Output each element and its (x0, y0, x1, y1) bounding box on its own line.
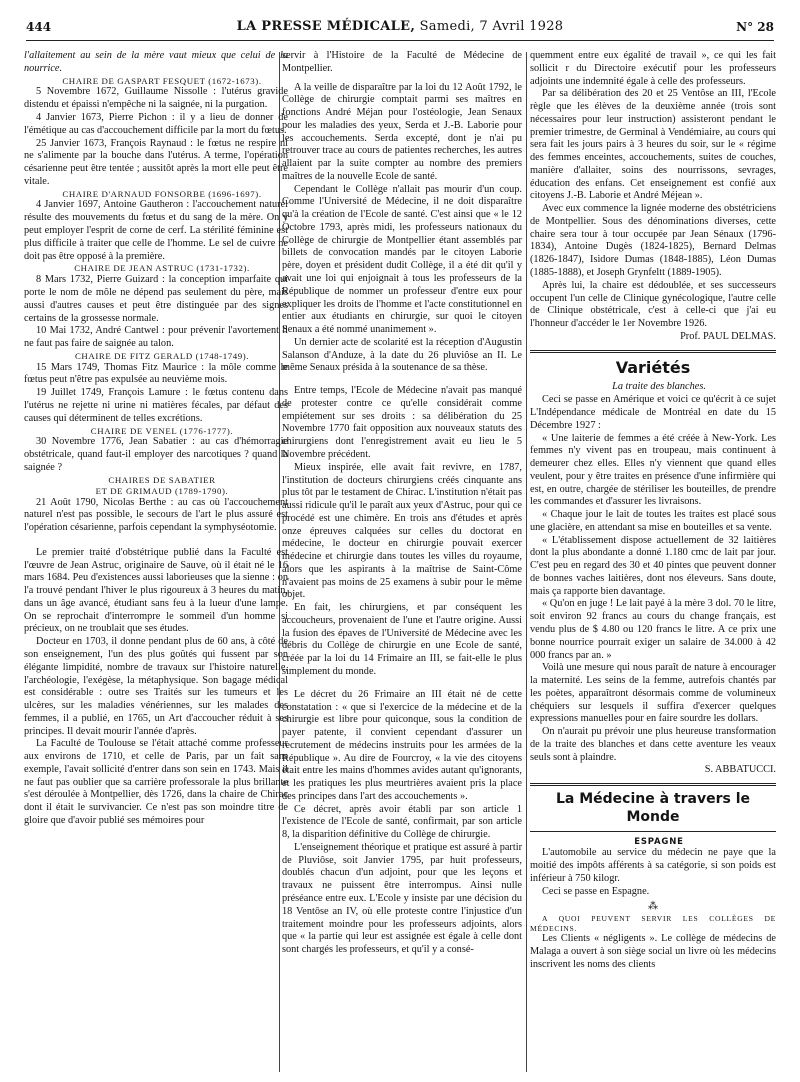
chair-heading: CHAIRE DE GASPART FESQUET (1672-1673). (62, 75, 262, 86)
chair-heading: CHAIRE D'ARNAUD FONSORBE (1696-1697). (62, 188, 262, 199)
paragraph: 8 Mars 1732, Pierre Guizard : la conception imparfaite qui porte le nom de môle ne dépend pas seulement du père, mais aussi d'autres causes et peut être distinguée par des signes certains de la grossesse normale. (24, 274, 288, 324)
paragraph: A la veille de disparaître par la loi du 12 Août 1792, le Collège de chirurgie comptait parmi ses maîtres en fonctions André Méjan pour l'ostéologie, Jean Senaux pour les maladies des yeux, Serda et J.-B. Laborie pour les accouchements. Serda excepté, dont je n'ai pu retrouver trace au cours de patientes recherches, les autres allaient par la suite compter au nombre des premiers maîtres de la nouvelle Ecole de santé. (282, 81, 522, 182)
issue-number: N° 28 (736, 20, 774, 34)
author-signature: Prof. PAUL DELMAS. (680, 330, 776, 342)
paragraph: L'enseignement théorique et pratique est assuré à partir de Pluviôse, soit Janvier 1795, par huit professeurs, doublés chacun d'un adjoint, pour que les leçons et travaux ne puissent être interrompus. Ainsi nulle préséance entre eux. L'Ecole y insiste par une décision du 18 Ventôse an IV, où elle proteste contre l'injustice d'un traitement moindre pour les professeurs adjoints, alors que « la partie qui leur est assignée est égale à celle dont sont chargés les professeurs, et qu'il y a consé- (282, 841, 522, 956)
paragraph: servir à l'Histoire de la Faculté de Médecine de Montpellier. (282, 50, 522, 74)
paragraph: Voilà une mesure qui nous paraît de nature à encourager la maternité. Les seins de la femme, autrefois chantés par les poètes, apparaîtront désormais comme de volumineux chéquiers sur lesquels il suffira d'exercer quelques expressions manuelles pour en faire sourdre les dollars. (530, 662, 776, 725)
paragraph: Ce décret, après avoir établi par son article 1 l'existence de l'Ecole de santé, confirmait, par son article 8, la disparition définitive du Collège de chirurgie. (282, 803, 522, 841)
paragraph: Avec eux commence la lignée moderne des obstétriciens de Montpellier. Sous des dénominations diverses, cette chaire sera tour à tour occupée par Jean Sénaux (1796-1834), Antoine Dugès (1824-1825), Bernard Delmas (1826-1847), Isidore Dumas (1848-1885), Léon Dumas (1885-1888), et Joseph Grynfeltt (1889-1905). (530, 203, 776, 279)
column-divider (526, 52, 527, 1072)
author-signature: S. ABBATUCCI. (704, 764, 776, 776)
running-header (26, 18, 774, 41)
paragraph: l'allaitement au sein de la mère vaut mieux que celui de la nourrice. (24, 50, 288, 74)
paragraph: Les Clients « négligents ». Le collège de médecins de Malaga a ouvert à son siège social un livre où les médecins inscrivent les noms des clients (530, 933, 776, 970)
paragraph: Par sa délibération des 20 et 25 Ventôse an III, l'Ecole règle que les élèves de la deuxième année (trois sont nécessaires pour leur instruction) assisteront pendant le premier trimestre, de Germinal à Vendémiaire, au cours qui sera fait les jours pairs à 3 heures du soir, sur le « régime des femmes enceintes, accouchements, suites de couches, manière d'allaiter, soins des nourrissons, sevrages, éducation des enfans. Cet enseignement est confié aux citoyens J.-B. Laborie et André Méjean ». (530, 88, 776, 202)
varietes-subheading: La traite des blanches. (612, 381, 706, 393)
paragraph: L'automobile au service du médecin ne paye que la moitié des impôts afférents à sa catégorie, si son poids est inférieur à 750 kilogr. (530, 847, 776, 884)
journal-name: LA PRESSE MÉDICALE, (236, 19, 416, 34)
paragraph: 10 Mai 1732, André Cantwel : pour prévenir l'avortement il ne faut pas faire de saignée au talon. (24, 325, 288, 350)
chair-heading: CHAIRE DE VENEL (1776-1777). (90, 425, 234, 436)
paragraph: « Une laiterie de femmes a été créée à New-York. Les femmes n'y vivent pas en troupeau, mais continuent à demeurer chez elles. Elles n'y viennent que quand elles veulent, pour y être traites en présence d'une infirmière qui est, en outre, chargée de stériliser les bouteilles, de prendre les commandes et d'assurer les livraisons. (530, 432, 776, 508)
paragraph: Cependant le Collège n'allait pas mourir d'un coup. Comme l'Université de Médecine, il ne doit disparaître qu'à la création de l'Ecole de santé. C'est ainsi que « le 12 Octobre 1793, après midi, les professeurs nationaux du Collège de chirurgie de Montpellier étant assemblés par billets de convocation mandés par le citoyen Laborie père, doyen et président dudit Collège, il a été dit qu'il y avait une loi qui enjoignait à tous les professeurs de la République de nommer un professeur d'entre eux pour expliquer les droits de l'homme et l'acte constitutionnel en entier aux étudiants en chirurgie, sur quoi le citoyen Senaux a été nommé unanimement ». (282, 183, 522, 336)
chair-heading: CHAIRES DE SABATIER (108, 474, 216, 485)
chair-heading: ET DE GRIMAUD (1789-1790). (95, 485, 229, 496)
monde-heading: La Médecine à travers le Monde (555, 791, 750, 825)
paragraph: 15 Mars 1749, Thomas Fitz Maurice : la môle comme le fœtus peut n'être pas expulsée au neuvième mois. (24, 361, 288, 386)
paragraph: 30 Novembre 1776, Jean Sabatier : au cas d'hémorragie obstétricale, quand faut-il employer des narcotiques ? quand la saignée ? (24, 436, 288, 473)
paragraph: On n'aurait pu prévoir une plus heureuse transformation de la traite des blanches et dans cette aventure les veaux seuls sont à plaindre. (530, 726, 776, 763)
country-heading: ESPAGNE (634, 836, 684, 847)
paragraph: Ceci se passe en Amérique et voici ce qu'écrit à ce sujet L'Indépendance médicale de Montréal en date du 15 Décembre 1927 : (530, 394, 776, 431)
paragraph: Le premier traité d'obstétrique publié dans la Faculté est l'œuvre de Jean Astruc, originaire de Sauve, où il était né le 16 mars 1684. Peu d'existences aussi laborieuses que la sienne : on l'a trouvé pendant l'hiver le plus rigoureux à 3 heures du matin, dans un âge avancé, étudiant sans feu à la lueur d'une lampe. On se reprochait d'interrompre le sommeil d'un homme si précieux, on ne troublait que ses études. (24, 546, 288, 635)
section-rule (530, 831, 776, 832)
page-number: 444 (26, 20, 52, 34)
paragraph: Le décret du 26 Frimaire an III était né de cette constatation : « que si l'exercice de la médecine et de la chirurgie est libre pour quiconque, sous la condition de payer patente, il convient cependant d'assurer un recrutement de médecins instruits pour les armées de la République ». Au dire de Fourcroy, « la vie des citoyens était entre les mains d'hommes avides autant qu'ignorants, et les pratiques les plus meurtrières avaient pris la place des principes dans l'art des accouchements ». (282, 688, 522, 802)
paragraph: « L'établissement dispose actuellement de 32 laitières dont la plus abondante a donné 1.180 cmc de lait par jour. C'est peu en regard des 30 et 40 pintes que peuvent donner de bonnes vaches laitières, dont nos éleveurs. Sans doute, mais ça rapporte bien davantage. (530, 534, 776, 597)
paragraph: 4 Janvier 1697, Antoine Gautheron : l'accouchement naturel résulte des mouvements du fœtus et du sang de la mère. On y peut employer l'esprit de corne de cerf. La stérilité féminine est plus difficile à traiter que celle de l'homme. Le sel de cuivre ne doit pas être opposé à la première. (24, 199, 288, 262)
paragraph: Mieux inspirée, elle avait fait revivre, en 1787, l'institution de docteurs chirurgiens créés cinquante ans plus tôt par le testament de Chirac. L'institution n'était pas aussi ridicule qu'il le paraît aux yeux d'Astruc, pour qui ce procédé est une chimère. En trois ans d'études et après onze épreuves calquées sur celles du doctorat en médecine, le docteur en chirurgie pouvait exercer médecine et chirurgie dans toutes les villes du royaume, alors que les aspirants à la maîtrise de Saint-Côme n'avaient pas moins de 25 examens à subir pour le même objet. (282, 461, 522, 601)
section-rule (530, 783, 776, 786)
paragraph: Entre temps, l'Ecole de Médecine n'avait pas manqué de protester contre ce qu'elle considérait comme empiétement sur ses droits : sa délibération du 25 Novembre 1770 fait opposition aux nouveaux statuts des chirurgiens dont l'enregistrement avait eu lieu le 5 Novembre précédent. (282, 385, 522, 460)
paragraph: Un dernier acte de scolarité est la réception d'Augustin Salanson d'Anduze, à la date du 26 pluviôse an II. Le même Senaux présida à la soutenance de sa thèse. (282, 336, 522, 374)
paragraph: En fait, les chirurgiens, et par conséquent les accoucheurs, provenaient de l'une et l'autre origine. Aussi la fusion des épaves de l'Université de Médecine avec les débris du Collège de chirurgie en une Ecole de santé, créée par la loi du 14 Frimaire an III, se fait-elle le plus simplement du monde. (282, 602, 522, 677)
chair-heading: CHAIRE DE FITZ GERALD (1748-1749). (74, 350, 250, 361)
section-rule (530, 350, 776, 353)
chair-heading: CHAIRE DE JEAN ASTRUC (1731-1732). (74, 263, 250, 274)
paragraph: 4 Janvier 1673, Pierre Pichon : il y a lieu de donner de l'émétique au cas d'accouchement difficile par la mort du fœtus. (24, 111, 288, 136)
column-1 (24, 50, 288, 1078)
paragraph: 25 Janvier 1673, François Raynaud : le fœtus ne respire ni ne s'alimente par la bouche dans l'utérus. A terme, l'opération césarienne peut être tentée ; aussitôt après la mort elle peut être vitale. (24, 137, 288, 187)
paragraph: Après lui, la chaire est dédoublée, et ses successeurs occupent l'un celle de Clinique gynécologique, l'autre celle de Clinique obstétricale, c'est à celle-ci que j'ai eu l'honneur d'accéder le 1er Novembre 1926. (530, 279, 776, 330)
paragraph: quemment entre eux égalité de travail », ce qui les fait sollicit r du Directoire exécutif pour les professeurs adjoints une indemnité égale à celle des professeurs. (530, 50, 776, 87)
paragraph: « Qu'on en juge ! Le lait payé à la mère 3 dol. 70 le litre, soit environ 92 francs au cours du change français, est vendu plus de $ 4.80 ou 120 francs le litre. A ce prix une bonne nourrice pourrait exiger un salaire de 34.000 à 42 000 francs par an. » (530, 598, 776, 661)
column-3 (530, 50, 776, 1078)
varietes-heading: Variétés (615, 357, 691, 377)
paragraph: 19 Juillet 1749, François Lamure : le fœtus contenu dans l'utérus ne rejette ni urine ni matières fécales, par défaut des causes qui déterminent de telles excrétions. (24, 387, 288, 424)
paragraph: 5 Novembre 1672, Guillaume Nissolle : l'utérus gravide distendu et épaissi n'empêche ni la saignée, ni la purgation. (24, 86, 288, 111)
topic-heading: A QUOI PEUVENT SERVIR LES COLLÈGES DE MÉDECINS. (530, 914, 776, 933)
paragraph: La Faculté de Toulouse se l'était attaché comme professeur aux environs de 1710, et celle de Paris, par un fait sans exemple, l'avait sollicité d'entrer dans son sein en 1743. Mais il ne faut pas oublier que sa carrière professorale la plus brillante s'est déroulée à Montpellier, dès 1726, dans la chaire de Chirac dont il était le survivancier. Ce n'est pas son moindre titre de gloire que d'avoir publié ses mémoires pour (24, 738, 288, 826)
asterism: ⁂ (648, 901, 658, 913)
paragraph: Ceci se passe en Espagne. (542, 885, 650, 897)
column-2 (282, 50, 522, 1078)
paragraph: Docteur en 1703, il donne pendant plus de 60 ans, à côté de son enseignement, l'un des plus goûtés qui fussent par son élégante limpidité, nombre de travaux sur l'histoire naturelle, l'archéologie, l'exégèse, la métaphysique. Son bagage médical est considérable : outre ses Traités sur les tumeurs et les ulcères, sur les maladies vénériennes, sur les malades des femmes, il a publié, en 1765, un Art d'accoucher réduit à ses principes. Il devait mourir l'année d'après. (24, 636, 288, 737)
issue-date: Samedi, 7 Avril 1928 (415, 19, 564, 34)
paragraph: « Chaque jour le lait de toutes les traites est placé sous une glacière, en attendant sa mise en bouteilles et sa vente. (530, 509, 776, 533)
paragraph: 21 Août 1790, Nicolas Berthe : au cas où l'accouchement naturel n'est pas possible, le secours de l'art le plus assuré est l'opération césarienne, parfois cependant la symphyséotomie. (24, 496, 288, 534)
journal-title (26, 19, 774, 34)
